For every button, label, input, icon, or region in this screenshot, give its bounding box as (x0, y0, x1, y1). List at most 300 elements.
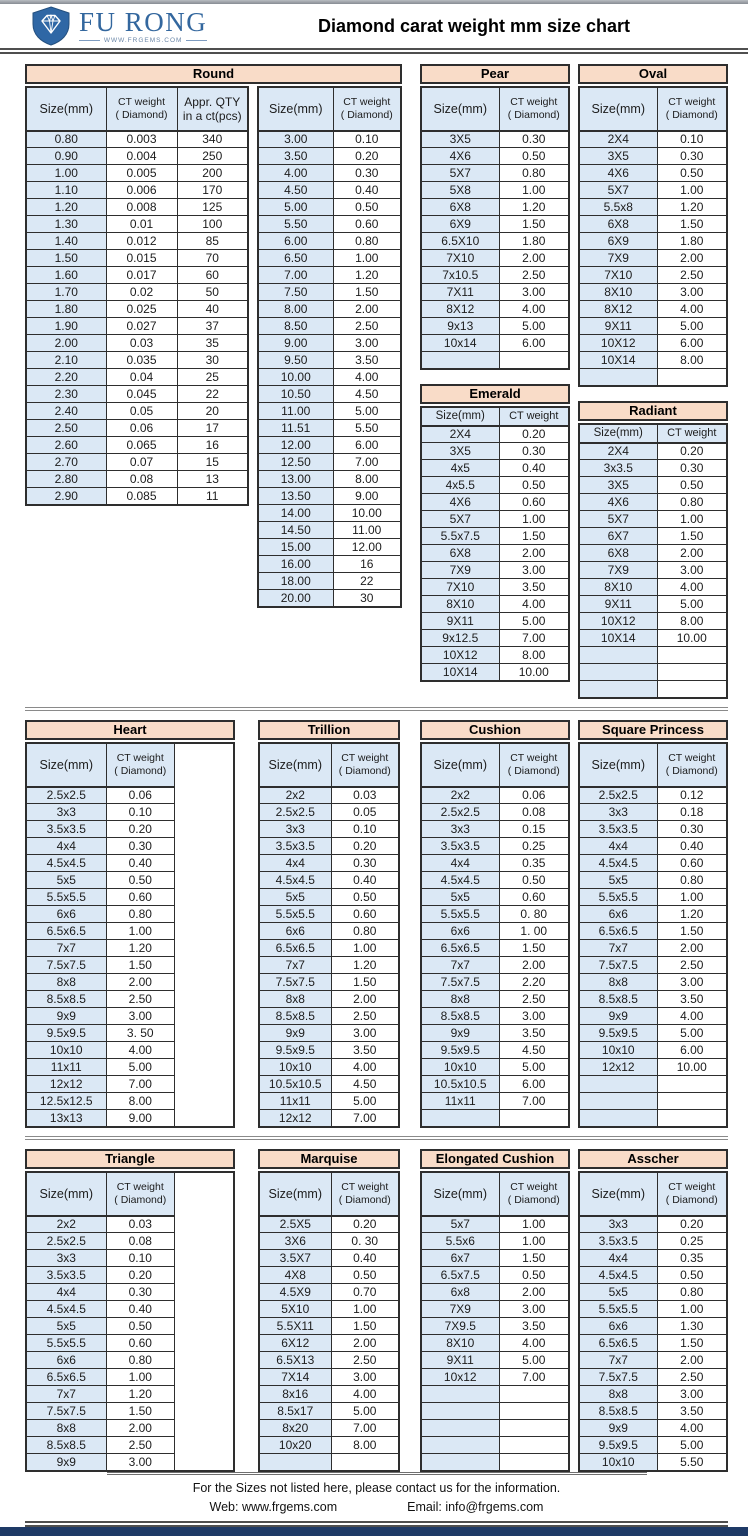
value-cell: 0.80 (106, 1352, 175, 1369)
ct-weight-label: CT weight (343, 96, 391, 109)
table-row (421, 1284, 569, 1301)
size-cell: 8X12 (421, 301, 499, 318)
value-cell: 7.00 (331, 1110, 399, 1127)
heart-table (25, 742, 175, 1128)
round-table-large-sizes (257, 86, 402, 608)
table-row (579, 267, 727, 284)
table-round (25, 64, 402, 608)
value-cell: 0.08 (106, 1233, 175, 1250)
size-cell: 5.5x5.5 (421, 906, 499, 923)
table-row (26, 386, 248, 403)
value-cell: 0.40 (106, 1301, 175, 1318)
ct-diamond-label: ( Diamond) (665, 1193, 718, 1206)
size-cell: 6X8 (579, 216, 657, 233)
table-row (26, 991, 175, 1008)
table-row (421, 233, 569, 250)
table-row (26, 267, 248, 284)
size-cell: 7X9 (579, 250, 657, 267)
table-row (26, 821, 175, 838)
size-cell: 3.5x3.5 (259, 838, 331, 855)
table-heart (25, 720, 235, 1128)
value-cell: 12.00 (333, 539, 401, 556)
value-cell: 0.40 (657, 838, 727, 855)
table-row (26, 1454, 175, 1471)
column-header-ct-weight: CT weight (499, 407, 569, 426)
value-cell: 4.00 (657, 301, 727, 318)
value-cell: 5.50 (333, 420, 401, 437)
size-cell: 5X7 (579, 182, 657, 199)
table-row (421, 1369, 569, 1386)
value-cell: 7.00 (106, 1076, 175, 1093)
table-row (579, 1403, 727, 1420)
table-oval (578, 64, 728, 387)
value-cell: 5.00 (657, 318, 727, 335)
value-cell: 3.50 (331, 1042, 399, 1059)
value-cell: 0.50 (331, 889, 399, 906)
table-row (26, 199, 248, 216)
value-cell: 85 (177, 233, 248, 250)
table-row (258, 505, 401, 522)
column-header-size: Size(mm) (579, 87, 657, 131)
header-row (26, 743, 175, 787)
table-row (258, 573, 401, 590)
size-cell: 2.00 (26, 335, 106, 352)
value-cell: 2.00 (499, 545, 569, 562)
email-label: Email: (407, 1499, 442, 1514)
value-cell: 0.40 (333, 182, 401, 199)
size-cell: 11x11 (421, 1093, 499, 1110)
table-row (421, 957, 569, 974)
table-row (421, 1059, 569, 1076)
value-cell: 4.00 (499, 1335, 569, 1352)
size-cell (579, 1076, 657, 1093)
table-row (421, 855, 569, 872)
value-cell: 20 (177, 403, 248, 420)
size-cell: 2.80 (26, 471, 106, 488)
table-row (26, 1110, 175, 1127)
value-cell: 2.50 (333, 318, 401, 335)
value-cell: 1.20 (657, 906, 727, 923)
table-row (26, 437, 248, 454)
table-row (26, 923, 175, 940)
size-cell: 1.20 (26, 199, 106, 216)
value-cell: 10.00 (657, 630, 727, 647)
size-cell: 0.80 (26, 131, 106, 148)
value-cell: 3.00 (499, 562, 569, 579)
table-row (26, 974, 175, 991)
column-header-size: Size(mm) (26, 1172, 106, 1216)
size-cell: 6x6 (421, 923, 499, 940)
size-cell: 2X4 (421, 426, 499, 443)
table-row (258, 131, 401, 148)
table-row (26, 1216, 175, 1233)
value-cell: 1.00 (499, 1216, 569, 1233)
table-row (579, 477, 727, 494)
value-cell: 1.50 (331, 1318, 399, 1335)
table-row (259, 838, 399, 855)
table-row (421, 664, 569, 681)
size-cell: 9.00 (258, 335, 333, 352)
size-cell: 12x12 (579, 1059, 657, 1076)
value-cell: 0.20 (331, 1216, 399, 1233)
value-cell: 6.00 (499, 1076, 569, 1093)
value-cell: 1.50 (106, 1403, 175, 1420)
size-cell: 14.00 (258, 505, 333, 522)
size-cell: 10x10 (421, 1059, 499, 1076)
size-cell: 8.5x8.5 (579, 991, 657, 1008)
marquise-table (258, 1171, 400, 1472)
table-row (258, 250, 401, 267)
table-body (26, 1216, 175, 1471)
value-cell: 0.06 (106, 787, 175, 804)
ct-diamond-label: ( Diamond) (507, 1193, 560, 1206)
table-row (421, 804, 569, 821)
value-cell: 0.03 (106, 1216, 175, 1233)
ct-weight-label: CT weight (116, 752, 164, 765)
size-cell: 4.5x4.5 (579, 855, 657, 872)
size-cell (421, 352, 499, 369)
qty-label-line1: Appr. QTY (184, 94, 241, 109)
value-cell: 4.00 (499, 596, 569, 613)
table-row (579, 1386, 727, 1403)
table-row (579, 923, 727, 940)
value-cell: 1.50 (333, 284, 401, 301)
table-row (259, 1437, 399, 1454)
size-cell: 9x9 (259, 1025, 331, 1042)
table-row (579, 1318, 727, 1335)
size-cell: 10X12 (579, 335, 657, 352)
table-row (579, 906, 727, 923)
value-cell: 0.50 (106, 872, 175, 889)
value-cell: 0.25 (657, 1233, 727, 1250)
size-cell: 2.50 (26, 420, 106, 437)
table-row (579, 681, 727, 698)
size-cell: 3X6 (259, 1233, 331, 1250)
table-row (421, 460, 569, 477)
table-row (259, 1008, 399, 1025)
value-cell: 3.00 (106, 1008, 175, 1025)
value-cell: 2.00 (106, 1420, 175, 1437)
value-cell: 8.00 (333, 471, 401, 488)
value-cell: 2.00 (657, 545, 727, 562)
value-cell: 13 (177, 471, 248, 488)
table-row (579, 1454, 727, 1471)
table-row (421, 579, 569, 596)
dash-divider (79, 40, 100, 41)
size-cell: 1.80 (26, 301, 106, 318)
table-row (259, 923, 399, 940)
value-cell: 2.00 (333, 301, 401, 318)
value-cell: 0.05 (331, 804, 399, 821)
value-cell: 5.00 (499, 318, 569, 335)
table-row (259, 940, 399, 957)
table-row (259, 1403, 399, 1420)
table-row (421, 647, 569, 664)
column-pear-emerald (420, 64, 570, 682)
table-row (579, 562, 727, 579)
value-cell: 4.50 (331, 1076, 399, 1093)
value-cell: 4.50 (333, 386, 401, 403)
value-cell: 3.00 (657, 562, 727, 579)
column-header-size: Size(mm) (421, 87, 499, 131)
size-cell: 7x10.5 (421, 267, 499, 284)
value-cell: 35 (177, 335, 248, 352)
value-cell: 0.80 (499, 165, 569, 182)
value-cell: 4.00 (333, 369, 401, 386)
value-cell: 1.20 (331, 957, 399, 974)
table-row (258, 386, 401, 403)
value-cell: 0.20 (657, 443, 727, 460)
column-header-size: Size(mm) (258, 87, 333, 131)
table-row (579, 1369, 727, 1386)
column-header-size: Size(mm) (259, 743, 331, 787)
table-row (259, 1352, 399, 1369)
table-row (26, 471, 248, 488)
table-row (579, 1437, 727, 1454)
size-cell: 3.5x3.5 (421, 838, 499, 855)
size-cell: 7X9 (421, 562, 499, 579)
table-row (26, 1403, 175, 1420)
size-cell: 5.5x5.5 (259, 906, 331, 923)
table-row (259, 1059, 399, 1076)
table-row (421, 821, 569, 838)
value-cell: 7.00 (499, 1093, 569, 1110)
table-row (579, 647, 727, 664)
size-cell: 7X10 (421, 250, 499, 267)
table-row (579, 1284, 727, 1301)
table-body (579, 443, 727, 698)
value-cell: 0.20 (657, 1216, 727, 1233)
value-cell: 0.30 (499, 443, 569, 460)
size-cell: 5x5 (26, 872, 106, 889)
value-cell: 1.00 (657, 182, 727, 199)
header-row (421, 1172, 569, 1216)
size-cell: 5.5x8 (579, 199, 657, 216)
triangle-body (25, 1171, 235, 1472)
value-cell: 8.00 (331, 1437, 399, 1454)
size-cell (421, 1386, 499, 1403)
footer-note: For the Sizes not listed here, please contact us for the information. (192, 1480, 561, 1495)
value-cell: 3.00 (106, 1454, 175, 1471)
value-cell: 0.017 (106, 267, 177, 284)
table-row (579, 787, 727, 804)
size-cell: 3x3 (26, 1250, 106, 1267)
value-cell: 5.00 (331, 1093, 399, 1110)
value-cell (499, 1386, 569, 1403)
header-row (579, 87, 727, 131)
table-body (421, 1216, 569, 1471)
value-cell: 2.50 (106, 991, 175, 1008)
oval-table (578, 86, 728, 387)
table-row (421, 923, 569, 940)
ct-diamond-label: ( Diamond) (340, 108, 393, 121)
value-cell: 0.15 (499, 821, 569, 838)
table-row (579, 855, 727, 872)
value-cell (657, 1076, 727, 1093)
value-cell: 0.40 (499, 460, 569, 477)
value-cell: 0.30 (657, 148, 727, 165)
size-cell: 9x9 (579, 1420, 657, 1437)
value-cell: 200 (177, 165, 248, 182)
value-cell: 1. 00 (499, 923, 569, 940)
size-cell: 2.5X5 (259, 1216, 331, 1233)
size-cell: 11.00 (258, 403, 333, 420)
ct-diamond-label: ( Diamond) (114, 1193, 167, 1206)
value-cell: 3.50 (499, 579, 569, 596)
value-cell (499, 1420, 569, 1437)
table-body (26, 131, 248, 505)
table-title: Cushion (420, 720, 570, 740)
qty-label-line2: in a ct(pcs) (182, 108, 242, 123)
value-cell: 0.30 (106, 1284, 175, 1301)
value-cell: 2.00 (499, 250, 569, 267)
size-cell: 6x6 (259, 923, 331, 940)
table-body (259, 787, 399, 1127)
table-row (579, 335, 727, 352)
value-cell: 2.00 (106, 974, 175, 991)
size-cell: 13.50 (258, 488, 333, 505)
table-row (258, 233, 401, 250)
size-cell: 9x13 (421, 318, 499, 335)
table-row (579, 318, 727, 335)
size-cell: 2.5x2.5 (421, 804, 499, 821)
size-cell: 6.5x6.5 (579, 923, 657, 940)
value-cell: 1.50 (331, 974, 399, 991)
column-header-ct-weight (499, 87, 569, 131)
table-row (421, 477, 569, 494)
table-asscher (578, 1149, 728, 1472)
size-cell: 6X7 (579, 528, 657, 545)
header-row (579, 743, 727, 787)
value-cell: 1.50 (499, 1250, 569, 1267)
value-cell: 3.00 (657, 974, 727, 991)
table-row (579, 1008, 727, 1025)
value-cell: 3.50 (657, 991, 727, 1008)
table-row (579, 301, 727, 318)
table-row (421, 1386, 569, 1403)
value-cell: 2.00 (331, 1335, 399, 1352)
size-cell: 11x11 (26, 1059, 106, 1076)
value-cell: 1.20 (106, 940, 175, 957)
table-row (421, 838, 569, 855)
value-cell: 0.003 (106, 131, 177, 148)
header-row (26, 87, 248, 131)
size-cell: 9.5x9.5 (579, 1025, 657, 1042)
value-cell: 7.00 (333, 454, 401, 471)
table-row (421, 528, 569, 545)
table-row (421, 1233, 569, 1250)
table-row (579, 233, 727, 250)
value-cell: 0.03 (106, 335, 177, 352)
email-value: info@frgems.com (445, 1499, 544, 1514)
value-cell: 125 (177, 199, 248, 216)
size-cell: 2.30 (26, 386, 106, 403)
table-row (258, 437, 401, 454)
table-row (258, 420, 401, 437)
table-row (258, 267, 401, 284)
value-cell: 6.00 (657, 335, 727, 352)
header-row (26, 1172, 175, 1216)
size-cell: 6x7 (421, 1250, 499, 1267)
value-cell: 1.20 (657, 199, 727, 216)
table-pear (420, 64, 570, 370)
value-cell: 0.50 (657, 165, 727, 182)
size-cell: 6.5x6.5 (259, 940, 331, 957)
size-cell: 6.5X10 (421, 233, 499, 250)
value-cell: 4.50 (499, 1042, 569, 1059)
column-header-size: Size(mm) (421, 743, 499, 787)
value-cell: 1.00 (333, 250, 401, 267)
value-cell: 0.20 (333, 148, 401, 165)
table-row (259, 872, 399, 889)
brand-text (79, 8, 207, 44)
table-row (259, 1335, 399, 1352)
size-cell: 3x3 (259, 821, 331, 838)
table-row (26, 284, 248, 301)
value-cell: 5.00 (106, 1059, 175, 1076)
column-header-size: Size(mm) (26, 743, 106, 787)
header (0, 4, 748, 46)
value-cell: 0.045 (106, 386, 177, 403)
size-cell: 3.5x3.5 (26, 821, 106, 838)
value-cell: 250 (177, 148, 248, 165)
size-cell: 9x9 (579, 1008, 657, 1025)
value-cell: 22 (333, 573, 401, 590)
value-cell: 5.00 (499, 1059, 569, 1076)
size-cell: 2x2 (421, 787, 499, 804)
table-row (259, 821, 399, 838)
table-row (259, 1076, 399, 1093)
size-cell: 9x12.5 (421, 630, 499, 647)
table-row (421, 613, 569, 630)
table-row (259, 957, 399, 974)
table-row (579, 284, 727, 301)
size-cell: 5X8 (421, 182, 499, 199)
size-cell: 4X6 (579, 165, 657, 182)
value-cell: 0.30 (106, 838, 175, 855)
table-row (259, 1093, 399, 1110)
size-cell: 7X14 (259, 1369, 331, 1386)
table-row (421, 1216, 569, 1233)
value-cell: 2.00 (499, 957, 569, 974)
size-cell: 2.60 (26, 437, 106, 454)
size-cell: 9x9 (421, 1025, 499, 1042)
size-cell: 7.5x7.5 (259, 974, 331, 991)
size-cell: 2x2 (259, 787, 331, 804)
size-cell (421, 1454, 499, 1471)
table-body (259, 1216, 399, 1471)
brand-tagline (79, 37, 207, 44)
table-row (421, 301, 569, 318)
size-cell: 16.00 (258, 556, 333, 573)
table-row (579, 838, 727, 855)
value-cell: 0.18 (657, 804, 727, 821)
size-cell: 5.5x5.5 (26, 889, 106, 906)
table-row (258, 199, 401, 216)
value-cell (499, 352, 569, 369)
value-cell (657, 647, 727, 664)
size-cell (259, 1454, 331, 1471)
size-cell: 3.50 (258, 148, 333, 165)
value-cell: 0.80 (106, 906, 175, 923)
table-row (421, 906, 569, 923)
table-row (421, 1352, 569, 1369)
table-body (579, 1216, 727, 1471)
size-cell: 8x8 (421, 991, 499, 1008)
table-row (579, 613, 727, 630)
value-cell: 6.00 (333, 437, 401, 454)
value-cell: 11 (177, 488, 248, 505)
